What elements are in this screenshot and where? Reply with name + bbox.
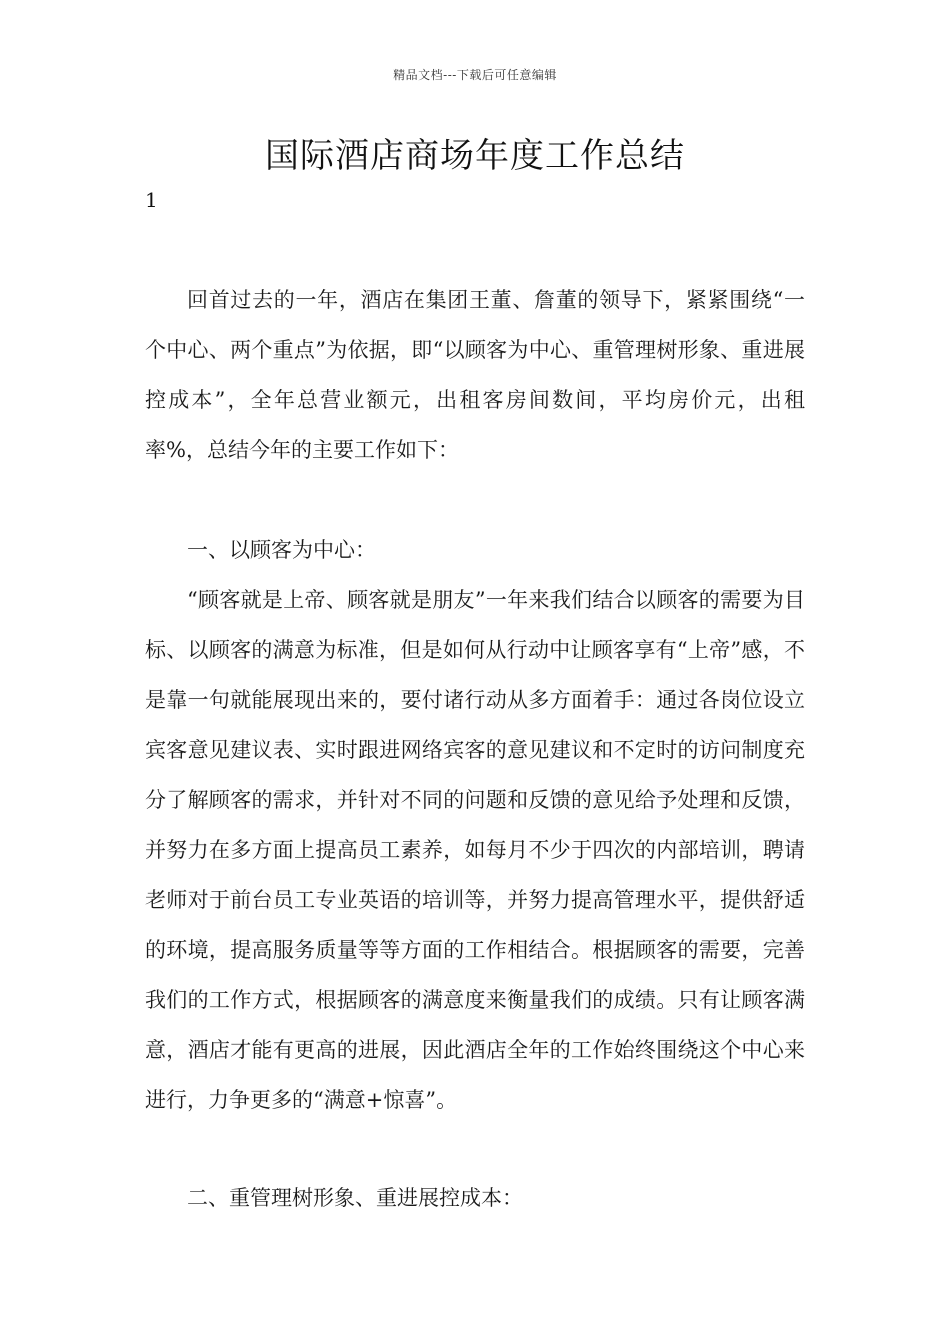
section-one-paragraph: “顾客就是上帝、顾客就是朋友”一年来我们结合以顾客的需要为目标、以顾客的满意为标准，但是如何从行动中让顾客享有“上帝”感，不是靠一句就能展现出来的，要付诸行动从多方面着手：通过各岗位设立宾客意见建议表、实时跟进网络宾客的意见建议和不定时的访问制度充分了解顾客的需求，并针对不同的问题和反馈的意见给予处理和反馈，并努力在多方面上提高员工素养，如每月不少于四次的内部培训，聘请老师对于前台员工专业英语的培训等，并努力提高管理水平，提供舒适的环境，提高服务质量等等方面的工作相结合。根据顾客的需要，完善我们的工作方式，根据顾客的满意度来衡量我们的成绩。只有让顾客满意，酒店才能有更高的进展，因此酒店全年的工作始终围绕这个中心来进行，力争更多的“满意+惊喜”。 bbox=[145, 588, 805, 1112]
intro-paragraph: 回首过去的一年，酒店在集团王董、詹董的领导下，紧紧围绕“一个中心、两个重点”为依据，即“以顾客为中心、重管理树形象、重进展控成本”，全年总营业额元，出租客房间数间，平均房价元，出租率%，总结今年的主要工作如下： bbox=[145, 288, 805, 462]
section-one-heading: 一、以顾客为中心： bbox=[187, 538, 376, 562]
document-title: 国际酒店商场年度工作总结 bbox=[265, 136, 685, 176]
header-note: 精品文档---下载后可任意编辑 bbox=[393, 68, 557, 82]
page-number: 1 bbox=[145, 188, 158, 212]
section-two-heading: 二、重管理树形象、重进展控成本： bbox=[187, 1186, 523, 1210]
